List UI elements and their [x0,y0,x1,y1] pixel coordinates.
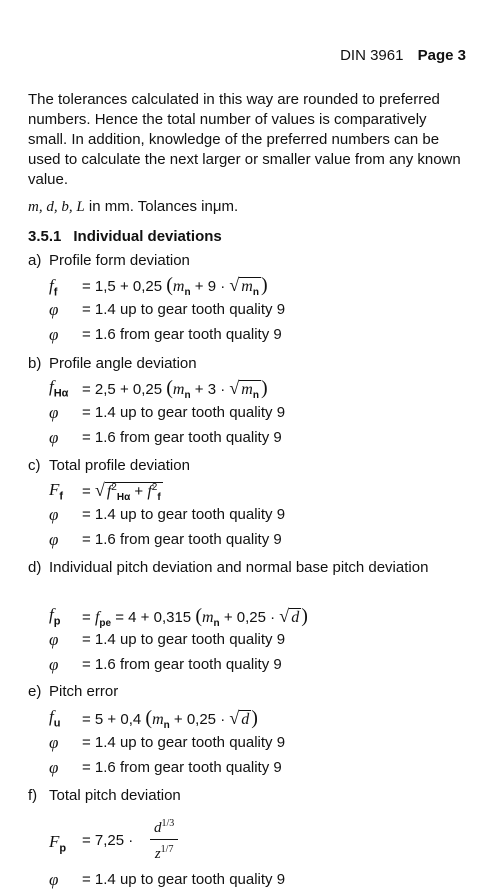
phi-symbol: φ [49,630,59,649]
quality-note: = 1.4 up to gear tooth quality 9 [82,871,286,888]
phi-symbol: φ [49,758,59,777]
phi-symbol: φ [49,505,59,524]
item-b-symbol: $f_{H\alpha}$ [49,377,69,400]
quality-note: = 1.4 up to gear tooth quality 9 [82,734,286,751]
item-f-equation-prefix: = 7,25 · [82,832,134,849]
units-line: m, d, b, L in mm. Tolances inμm. [28,198,239,215]
quality-note: = 1.4 up to gear tooth quality 9 [82,631,286,648]
item-c-symbol: $F_f$ [49,480,64,503]
phi-symbol: φ [49,733,59,752]
item-b-title: b) Profile angle deviation [28,355,197,372]
quality-note: = 1.4 up to gear tooth quality 9 [82,404,286,421]
item-a-symbol: $f_f$ [49,276,58,299]
quality-note: = 1.4 up to gear tooth quality 9 [82,301,286,318]
item-e-equation: = 5 + 0,4 ($m_n + 0,25$ · √ d ) [82,707,258,731]
document-id: DIN 3961 [340,47,404,64]
phi-symbol: φ [49,403,59,422]
quality-note: = 1.6 from gear tooth quality 9 [82,531,282,548]
phi-symbol: φ [49,870,59,889]
phi-symbol: φ [49,530,59,549]
item-c-title: c) Total profile deviation [28,457,190,474]
item-f-fraction [150,818,178,863]
section-heading: 3.5.1 Individual deviations [28,228,222,245]
phi-symbol: φ [49,428,59,447]
phi-symbol: φ [49,655,59,674]
fraction-denominator: $z^{1/7}$ [154,844,174,862]
item-b-equation: = 2,5 + 0,25 ($m_n + 3$ · √ $m_n$ ) [82,377,268,401]
item-e-symbol: $f_u$ [49,707,61,730]
item-c-equation: = √ $f^2_{H\alpha} + f^2_f$ [82,480,161,503]
intro-paragraph: The tolerances calculated in this way are rounded to preferred numbers. Hence the total number of values is comparatively small. In addition, knowledge of the preferred numbers can be used to calculate the next larger or smaller value from any known value. [28,91,461,188]
page-number: Page 3 [417,47,466,64]
phi-symbol: φ [49,325,59,344]
quality-note: = 1.6 from gear tooth quality 9 [82,429,282,446]
quality-note: = 1.6 from gear tooth quality 9 [82,656,282,673]
item-a-title: a) Profile form deviation [28,252,190,269]
fraction-numerator: $d^{1/3}$ [150,818,178,840]
quality-note: = 1.6 from gear tooth quality 9 [82,326,282,343]
item-d-title: d) Individual pitch deviation and normal base pitch deviation [28,559,429,576]
item-a-equation: = 1,5 + 0,25 ($m_n + 9$ · √ $m_n$ ) [82,274,268,298]
item-e-title: e) Pitch error [28,683,119,700]
quality-note: = 1.4 up to gear tooth quality 9 [82,506,286,523]
phi-symbol: φ [49,300,59,319]
quality-note: = 1.6 from gear tooth quality 9 [82,759,282,776]
page-header [340,47,466,64]
item-f-title: f) Total pitch deviation [28,787,181,804]
item-d-equation: = $f_{pe} = 4 + 0,315$ ($m_n + 0,25$ · √ d ) [82,605,308,629]
item-d-symbol: $f_p$ [49,605,61,628]
item-f-symbol: $F_p$ [49,832,67,855]
